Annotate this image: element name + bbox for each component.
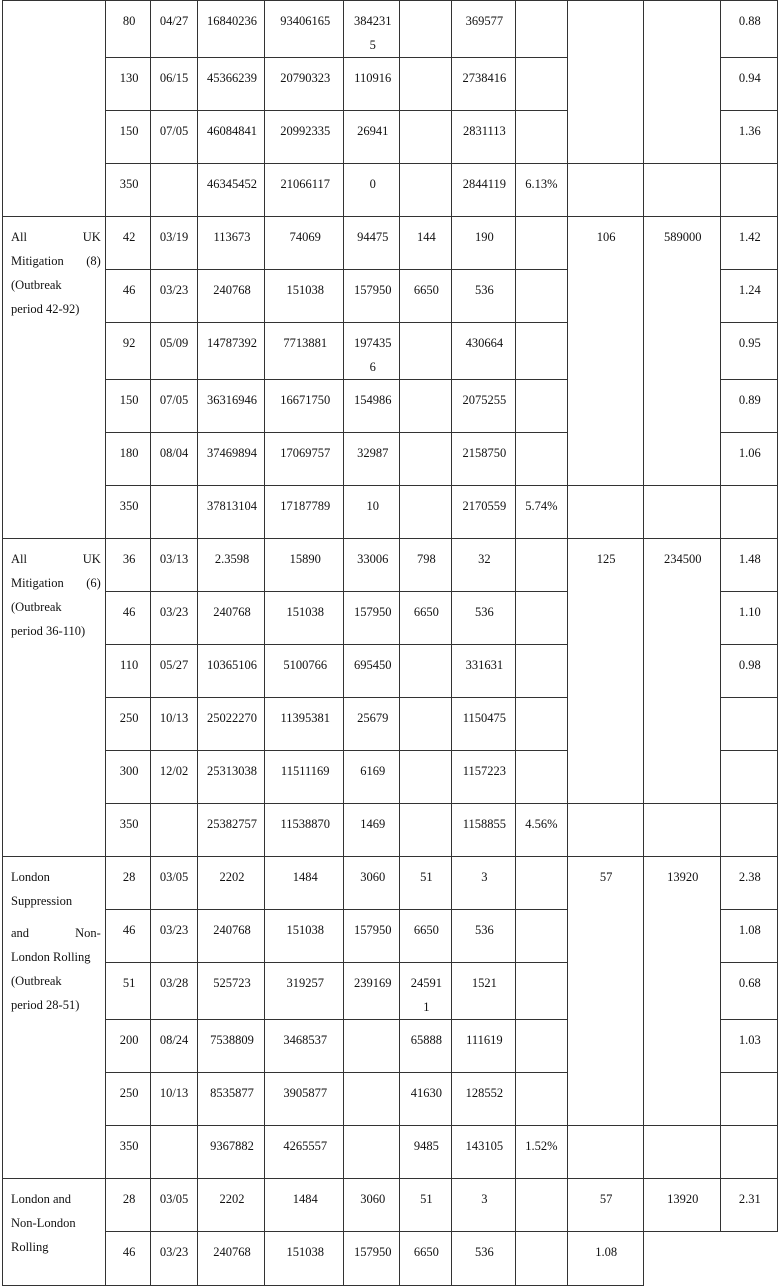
date-cell: 08/24 xyxy=(151,1020,197,1073)
scenario-line xyxy=(11,249,101,273)
day-cell: 46 xyxy=(105,910,151,963)
scenario-word: UK xyxy=(82,552,101,566)
group-value-cell xyxy=(643,804,720,857)
scenario-line xyxy=(11,547,101,571)
percent-cell xyxy=(516,58,567,111)
ratio-cell: 2.38 xyxy=(720,857,777,910)
day-cell: 110 xyxy=(105,645,151,698)
group-value-cell xyxy=(643,1126,720,1179)
value-cell: 536 xyxy=(451,270,516,323)
value-cell xyxy=(400,698,451,751)
table-row xyxy=(3,1232,778,1286)
value-cell: 331631 xyxy=(451,645,516,698)
value-cell: 1484 xyxy=(265,857,344,910)
value-cell: 190 xyxy=(451,217,516,270)
ratio-cell: 0.89 xyxy=(720,380,777,433)
scenario-line xyxy=(11,619,101,643)
scenario-cell xyxy=(3,1179,106,1286)
value-cell: 3060 xyxy=(344,1179,400,1232)
value-cell: 6169 xyxy=(344,751,400,804)
group-value-cell xyxy=(643,486,720,539)
day-cell: 250 xyxy=(105,698,151,751)
value-cell: 7538809 xyxy=(197,1020,265,1073)
value-cell: 16671750 xyxy=(265,380,344,433)
value-cell: 240768 xyxy=(197,270,265,323)
value-cell: 65888 xyxy=(400,1020,451,1073)
value-cell: 111619 xyxy=(451,1020,516,1073)
value-cell: 144 xyxy=(400,217,451,270)
date-cell xyxy=(151,804,197,857)
group-value-cell: 589000 xyxy=(643,217,720,486)
value-cell: 36316946 xyxy=(197,380,265,433)
date-cell: 08/04 xyxy=(151,433,197,486)
value-cell: 2.3598 xyxy=(197,539,265,592)
scenario-word: All xyxy=(11,230,27,244)
value-cell: 6650 xyxy=(400,910,451,963)
date-cell: 10/13 xyxy=(151,1073,197,1126)
day-cell: 51 xyxy=(105,963,151,1020)
ratio-cell xyxy=(720,804,777,857)
value-cell: 25382757 xyxy=(197,804,265,857)
date-cell: 03/05 xyxy=(151,1179,197,1232)
day-cell: 150 xyxy=(105,380,151,433)
percent-cell xyxy=(516,1232,567,1286)
date-cell: 03/28 xyxy=(151,963,197,1020)
value-cell: 45366239 xyxy=(197,58,265,111)
value-cell: 41630 xyxy=(400,1073,451,1126)
value-cell: 157950 xyxy=(344,592,400,645)
value-cell: 74069 xyxy=(265,217,344,270)
scenario-word: London Rolling xyxy=(11,950,91,964)
scenario-word: (Outbreak xyxy=(11,600,62,614)
scenario-line xyxy=(11,865,101,889)
scenario-line xyxy=(11,225,101,249)
date-cell xyxy=(151,164,197,217)
value-cell: 2075255 xyxy=(451,380,516,433)
value-cell: 3905877 xyxy=(265,1073,344,1126)
scenario-line xyxy=(11,969,101,993)
day-cell: 300 xyxy=(105,751,151,804)
date-cell: 06/15 xyxy=(151,58,197,111)
date-cell xyxy=(151,486,197,539)
date-cell: 05/09 xyxy=(151,323,197,380)
percent-cell xyxy=(516,645,567,698)
ratio-cell: 0.95 xyxy=(720,323,777,380)
ratio-cell: 1.06 xyxy=(720,433,777,486)
scenario-line xyxy=(11,921,101,945)
value-cell: 2158750 xyxy=(451,433,516,486)
value-cell: 9485 xyxy=(400,1126,451,1179)
date-cell: 03/23 xyxy=(151,1232,197,1286)
day-cell: 28 xyxy=(105,857,151,910)
group-value-cell: 57 xyxy=(567,1179,643,1232)
scenario-word: (8) xyxy=(86,254,101,268)
value-cell: 1158855 xyxy=(451,804,516,857)
table-row xyxy=(3,539,778,592)
table-row xyxy=(3,804,778,857)
day-cell: 350 xyxy=(105,164,151,217)
percent-cell xyxy=(516,751,567,804)
value-cell: 3060 xyxy=(344,857,400,910)
scenario-word: UK xyxy=(82,230,101,244)
date-cell: 03/13 xyxy=(151,539,197,592)
table-row xyxy=(3,1,778,58)
value-cell: 5100766 xyxy=(265,645,344,698)
ratio-cell: 1.10 xyxy=(720,592,777,645)
ratio-cell: 1.42 xyxy=(720,217,777,270)
value-cell: 51 xyxy=(400,857,451,910)
scenario-cell xyxy=(3,1,106,217)
value-cell: 1469 xyxy=(344,804,400,857)
group-value-cell: 106 xyxy=(567,217,643,486)
day-cell: 350 xyxy=(105,486,151,539)
scenario-word: (Outbreak xyxy=(11,974,62,988)
value-cell: 536 xyxy=(451,1232,516,1286)
scenario-line xyxy=(11,889,101,913)
date-cell: 03/19 xyxy=(151,217,197,270)
group-value-cell: 13920 xyxy=(643,1179,720,1232)
value-cell xyxy=(400,164,451,217)
value-cell: 11395381 xyxy=(265,698,344,751)
ratio-cell xyxy=(720,698,777,751)
results-table xyxy=(2,0,778,1286)
value-cell: 536 xyxy=(451,910,516,963)
value-cell: 240768 xyxy=(197,592,265,645)
scenario-line xyxy=(11,595,101,619)
value-cell: 25679 xyxy=(344,698,400,751)
day-cell: 28 xyxy=(105,1179,151,1232)
scenario-line xyxy=(11,1187,101,1211)
table-row xyxy=(3,217,778,270)
value-cell: 37813104 xyxy=(197,486,265,539)
date-cell: 07/05 xyxy=(151,380,197,433)
table-row xyxy=(3,486,778,539)
group-value-cell: 13920 xyxy=(643,857,720,1126)
scenario-line xyxy=(11,945,101,969)
scenario-word: Non- xyxy=(75,926,101,940)
value-cell: 157950 xyxy=(344,1232,400,1286)
value-cell: 17187789 xyxy=(265,486,344,539)
table-row xyxy=(3,1179,778,1232)
value-cell: 239169 xyxy=(344,963,400,1020)
value-cell: 525723 xyxy=(197,963,265,1020)
scenario-word: Mitigation xyxy=(11,576,64,590)
percent-cell xyxy=(516,963,567,1020)
day-cell: 46 xyxy=(105,1232,151,1286)
value-cell: 2738416 xyxy=(451,58,516,111)
value-cell xyxy=(400,645,451,698)
ratio-cell: 1.24 xyxy=(720,270,777,323)
value-cell xyxy=(344,1126,400,1179)
value-cell: 143105 xyxy=(451,1126,516,1179)
value-cell: 157950 xyxy=(344,910,400,963)
percent-cell: 5.74% xyxy=(516,486,567,539)
value-cell xyxy=(400,751,451,804)
ratio-cell: 0.68 xyxy=(720,963,777,1020)
scenario-line xyxy=(11,273,101,297)
value-cell: 2844119 xyxy=(451,164,516,217)
group-value-cell: 234500 xyxy=(643,539,720,804)
day-cell: 350 xyxy=(105,804,151,857)
ratio-cell: 1.36 xyxy=(720,111,777,164)
scenario-word: Mitigation xyxy=(11,254,64,268)
scenario-word: Rolling xyxy=(11,1240,49,1254)
value-cell xyxy=(344,1073,400,1126)
scenario-word: period 36-110) xyxy=(11,624,86,638)
day-cell: 200 xyxy=(105,1020,151,1073)
value-cell: 46345452 xyxy=(197,164,265,217)
value-cell xyxy=(400,111,451,164)
value-cell: 6650 xyxy=(400,1232,451,1286)
day-cell: 36 xyxy=(105,539,151,592)
percent-cell xyxy=(516,433,567,486)
date-cell: 03/05 xyxy=(151,857,197,910)
day-cell: 80 xyxy=(105,1,151,58)
day-cell: 130 xyxy=(105,58,151,111)
value-cell: 11511169 xyxy=(265,751,344,804)
scenario-cell xyxy=(3,539,106,857)
date-cell: 03/23 xyxy=(151,592,197,645)
group-value-cell xyxy=(567,1,643,164)
value-cell: 151038 xyxy=(265,1232,344,1286)
value-cell: 151038 xyxy=(265,592,344,645)
scenario-cell xyxy=(3,857,106,1179)
scenario-word: and xyxy=(11,926,30,940)
results-table-body xyxy=(3,1,778,1286)
day-cell: 42 xyxy=(105,217,151,270)
day-cell: 350 xyxy=(105,1126,151,1179)
value-cell: 17069757 xyxy=(265,433,344,486)
value-cell: 10365106 xyxy=(197,645,265,698)
value-cell: 695450 xyxy=(344,645,400,698)
day-cell: 46 xyxy=(105,592,151,645)
date-cell: 12/02 xyxy=(151,751,197,804)
ratio-cell: 0.88 xyxy=(720,1,777,58)
ratio-cell xyxy=(720,1126,777,1179)
value-cell xyxy=(400,58,451,111)
scenario-word: Suppression xyxy=(11,894,73,908)
percent-cell xyxy=(516,592,567,645)
ratio-cell: 0.94 xyxy=(720,58,777,111)
scenario-line xyxy=(11,297,101,321)
percent-cell xyxy=(516,323,567,380)
percent-cell xyxy=(516,1,567,58)
value-cell: 16840236 xyxy=(197,1,265,58)
value-cell: 151038 xyxy=(265,270,344,323)
value-cell: 4265557 xyxy=(265,1126,344,1179)
value-cell: 154986 xyxy=(344,380,400,433)
percent-cell xyxy=(516,698,567,751)
value-cell xyxy=(400,1,451,58)
percent-cell xyxy=(516,217,567,270)
group-value-cell xyxy=(643,164,720,217)
date-cell xyxy=(151,1126,197,1179)
date-cell: 05/27 xyxy=(151,645,197,698)
value-cell: 430664 xyxy=(451,323,516,380)
value-cell: 25313038 xyxy=(197,751,265,804)
group-value-cell xyxy=(567,164,643,217)
percent-cell xyxy=(516,1179,567,1232)
value-cell: 128552 xyxy=(451,1073,516,1126)
value-cell: 245911 xyxy=(400,963,451,1020)
value-cell: 20992335 xyxy=(265,111,344,164)
percent-cell xyxy=(516,380,567,433)
value-cell: 2831113 xyxy=(451,111,516,164)
day-cell: 180 xyxy=(105,433,151,486)
value-cell: 3842315 xyxy=(344,1,400,58)
value-cell: 113673 xyxy=(197,217,265,270)
value-cell: 21066117 xyxy=(265,164,344,217)
value-cell xyxy=(400,323,451,380)
percent-cell xyxy=(516,111,567,164)
day-cell: 150 xyxy=(105,111,151,164)
scenario-word: period 42-92) xyxy=(11,302,80,316)
date-cell: 10/13 xyxy=(151,698,197,751)
table-row xyxy=(3,164,778,217)
value-cell xyxy=(400,804,451,857)
percent-cell xyxy=(516,910,567,963)
ratio-cell: 0.98 xyxy=(720,645,777,698)
scenario-word: (Outbreak xyxy=(11,278,62,292)
ratio-cell: 1.08 xyxy=(567,1232,643,1286)
value-cell: 3 xyxy=(451,857,516,910)
table-row xyxy=(3,857,778,910)
value-cell: 369577 xyxy=(451,1,516,58)
value-cell: 26941 xyxy=(344,111,400,164)
group-value-cell xyxy=(567,486,643,539)
value-cell: 8535877 xyxy=(197,1073,265,1126)
ratio-cell xyxy=(720,164,777,217)
value-cell: 2202 xyxy=(197,1179,265,1232)
day-cell: 46 xyxy=(105,270,151,323)
ratio-cell: 1.03 xyxy=(720,1020,777,1073)
value-cell: 11538870 xyxy=(265,804,344,857)
value-cell: 1157223 xyxy=(451,751,516,804)
value-cell: 0 xyxy=(344,164,400,217)
value-cell xyxy=(400,486,451,539)
ratio-cell: 1.08 xyxy=(720,910,777,963)
value-cell: 51 xyxy=(400,1179,451,1232)
value-cell: 319257 xyxy=(265,963,344,1020)
value-cell: 6650 xyxy=(400,592,451,645)
ratio-cell: 1.48 xyxy=(720,539,777,592)
scenario-line xyxy=(11,1235,101,1259)
value-cell: 798 xyxy=(400,539,451,592)
value-cell: 157950 xyxy=(344,270,400,323)
scenario-word: Non-London xyxy=(11,1216,76,1230)
group-value-cell xyxy=(567,1126,643,1179)
value-cell: 20790323 xyxy=(265,58,344,111)
value-cell: 1150475 xyxy=(451,698,516,751)
value-cell: 3468537 xyxy=(265,1020,344,1073)
ratio-cell xyxy=(720,1073,777,1126)
percent-cell xyxy=(516,270,567,323)
value-cell: 32 xyxy=(451,539,516,592)
value-cell xyxy=(344,1020,400,1073)
value-cell: 240768 xyxy=(197,910,265,963)
value-cell: 25022270 xyxy=(197,698,265,751)
value-cell: 3 xyxy=(451,1179,516,1232)
group-value-cell xyxy=(643,1,720,164)
percent-cell xyxy=(516,539,567,592)
value-cell: 2202 xyxy=(197,857,265,910)
date-cell: 04/27 xyxy=(151,1,197,58)
ratio-cell xyxy=(720,751,777,804)
percent-cell: 1.52% xyxy=(516,1126,567,1179)
day-cell: 250 xyxy=(105,1073,151,1126)
group-value-cell: 57 xyxy=(567,857,643,1126)
scenario-word: London xyxy=(11,870,50,884)
value-cell xyxy=(400,433,451,486)
scenario-word: All xyxy=(11,552,27,566)
percent-cell xyxy=(516,857,567,910)
value-cell: 536 xyxy=(451,592,516,645)
scenario-word: London and xyxy=(11,1192,72,1206)
date-cell: 03/23 xyxy=(151,910,197,963)
value-cell: 32987 xyxy=(344,433,400,486)
value-cell: 94475 xyxy=(344,217,400,270)
scenario-cell xyxy=(3,217,106,539)
day-cell: 92 xyxy=(105,323,151,380)
scenario-word: (6) xyxy=(86,576,101,590)
scenario-line xyxy=(11,993,101,1017)
scenario-line xyxy=(11,1211,101,1235)
value-cell: 9367882 xyxy=(197,1126,265,1179)
value-cell: 240768 xyxy=(197,1232,265,1286)
value-cell: 37469894 xyxy=(197,433,265,486)
value-cell: 151038 xyxy=(265,910,344,963)
value-cell: 7713881 xyxy=(265,323,344,380)
value-cell: 93406165 xyxy=(265,1,344,58)
value-cell: 1974356 xyxy=(344,323,400,380)
value-cell: 33006 xyxy=(344,539,400,592)
value-cell: 1521 xyxy=(451,963,516,1020)
value-cell: 46084841 xyxy=(197,111,265,164)
value-cell: 14787392 xyxy=(197,323,265,380)
value-cell: 10 xyxy=(344,486,400,539)
group-value-cell xyxy=(567,804,643,857)
percent-cell: 4.56% xyxy=(516,804,567,857)
value-cell xyxy=(400,380,451,433)
scenario-word: period 28-51) xyxy=(11,998,80,1012)
value-cell: 110916 xyxy=(344,58,400,111)
scenario-line xyxy=(11,571,101,595)
date-cell: 07/05 xyxy=(151,111,197,164)
percent-cell xyxy=(516,1073,567,1126)
percent-cell: 6.13% xyxy=(516,164,567,217)
percent-cell xyxy=(516,1020,567,1073)
ratio-cell: 2.31 xyxy=(720,1179,777,1232)
table-row xyxy=(3,1126,778,1179)
ratio-cell xyxy=(720,486,777,539)
date-cell: 03/23 xyxy=(151,270,197,323)
value-cell: 15890 xyxy=(265,539,344,592)
group-value-cell: 125 xyxy=(567,539,643,804)
value-cell: 2170559 xyxy=(451,486,516,539)
value-cell: 6650 xyxy=(400,270,451,323)
value-cell: 1484 xyxy=(265,1179,344,1232)
